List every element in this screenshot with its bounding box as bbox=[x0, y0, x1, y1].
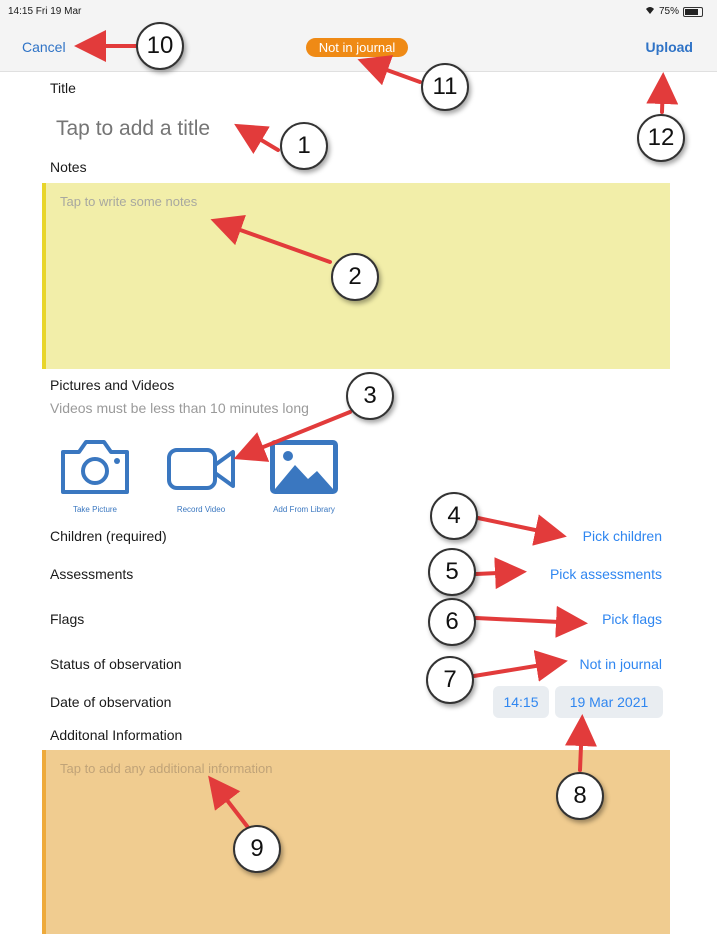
take-picture-label: Take Picture bbox=[72, 505, 118, 514]
upload-button[interactable]: Upload bbox=[645, 39, 693, 55]
pick-children-button[interactable]: Pick children bbox=[582, 528, 662, 544]
take-picture-button[interactable] bbox=[57, 438, 133, 514]
battery-percent: 75% bbox=[658, 6, 679, 17]
status-bar bbox=[0, 0, 717, 22]
arrow-12 bbox=[662, 80, 663, 112]
arrow-4 bbox=[478, 518, 559, 535]
info-placeholder: Tap to add any additional information bbox=[60, 761, 273, 776]
status-value-button[interactable]: Not in journal bbox=[579, 656, 662, 672]
add-from-library-label: Add From Library bbox=[273, 505, 335, 514]
info-label: Additonal Information bbox=[50, 727, 183, 743]
callout-3: 3 bbox=[346, 372, 394, 420]
add-from-library-button[interactable] bbox=[266, 438, 342, 514]
journal-status-badge: Not in journal bbox=[306, 38, 408, 57]
callout-10: 10 bbox=[136, 22, 184, 70]
callout-2: 2 bbox=[331, 253, 379, 301]
arrow-6 bbox=[476, 618, 580, 623]
arrow-7 bbox=[474, 662, 560, 676]
date-picker[interactable]: 19 Mar 2021 bbox=[555, 686, 663, 718]
title-label: Title bbox=[50, 80, 76, 96]
callout-4: 4 bbox=[430, 492, 478, 540]
flags-label: Flags bbox=[50, 611, 85, 627]
callout-8: 8 bbox=[556, 772, 604, 820]
callout-9: 9 bbox=[233, 825, 281, 873]
status-time: 14:15 Fri 19 Mar bbox=[8, 6, 82, 17]
notes-placeholder: Tap to write some notes bbox=[60, 194, 198, 209]
children-label: Children (required) bbox=[50, 528, 167, 544]
pick-flags-button[interactable]: Pick flags bbox=[602, 611, 662, 627]
video-camera-icon bbox=[165, 438, 237, 496]
date-label: Date of observation bbox=[50, 694, 172, 710]
battery-icon bbox=[683, 7, 703, 17]
notes-label: Notes bbox=[50, 159, 87, 175]
arrow-5 bbox=[476, 572, 519, 574]
nav-bar bbox=[0, 22, 717, 72]
camera-icon bbox=[59, 438, 131, 496]
callout-1: 1 bbox=[280, 122, 328, 170]
media-label: Pictures and Videos bbox=[50, 377, 175, 393]
image-library-icon bbox=[268, 438, 340, 496]
cancel-button[interactable]: Cancel bbox=[22, 39, 66, 55]
callout-5: 5 bbox=[428, 548, 476, 596]
time-picker[interactable]: 14:15 bbox=[493, 686, 549, 718]
assessments-label: Assessments bbox=[50, 566, 134, 582]
media-hint: Videos must be less than 10 minutes long bbox=[50, 400, 309, 416]
pick-assessments-button[interactable]: Pick assessments bbox=[549, 566, 662, 582]
callout-11: 11 bbox=[421, 63, 469, 111]
status-right bbox=[645, 6, 703, 17]
callout-7: 7 bbox=[426, 656, 474, 704]
callout-12: 12 bbox=[637, 114, 685, 162]
record-video-label: Record Video bbox=[176, 505, 226, 514]
record-video-button[interactable] bbox=[163, 438, 239, 514]
callout-6: 6 bbox=[428, 598, 476, 646]
wifi-icon bbox=[645, 6, 655, 17]
status-label: Status of observation bbox=[50, 656, 182, 672]
title-input[interactable] bbox=[56, 114, 396, 144]
